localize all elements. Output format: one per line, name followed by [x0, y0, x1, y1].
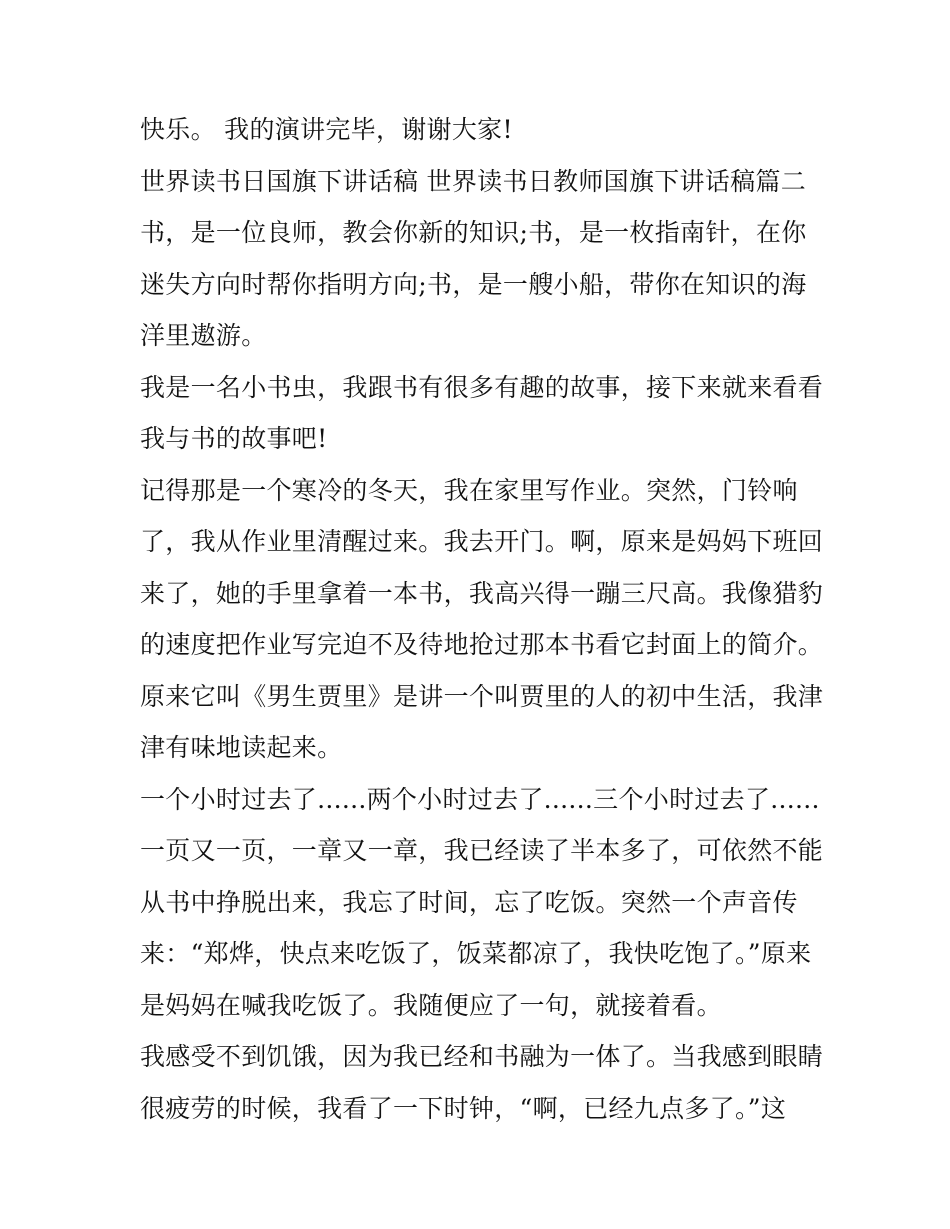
text-line: 一个小时过去了......两个小时过去了......三个小时过去了......: [140, 784, 820, 814]
text-line: 来：“郑烨，快点来吃饭了，饭菜都凉了，我快吃饱了。”原来: [140, 939, 812, 968]
text-line: 从书中挣脱出来，我忘了时间，忘了吃饭。突然一个声音传: [140, 887, 798, 917]
text-line: 洋里遨游。: [140, 321, 267, 350]
text-line: 的速度把作业写完迫不及待地抢过那本书看它封面上的简介。: [140, 630, 824, 659]
text-line: 津有味地读起来。: [140, 733, 343, 762]
document-body: [140, 104, 824, 1134]
text-line: 记得那是一个寒冷的冬天，我在家里写作业。突然，门铃响: [140, 475, 798, 505]
text-line: 快乐。 我的演讲完毕，谢谢大家!: [140, 115, 513, 144]
text-line: 世界读书日国旗下讲话稿 世界读书日教师国旗下讲话稿篇二: [140, 166, 807, 196]
text-line: 我与书的故事吧!: [140, 424, 328, 453]
text-line: 我是一名小书虫，我跟书有很多有趣的故事，接下来就来看看: [140, 372, 824, 402]
text-line: 原来它叫《男生贾里》是讲一个叫贾里的人的初中生活，我津: [140, 681, 824, 711]
text-line: 书，是一位良师，教会你新的知识;书，是一枚指南针，在你: [140, 218, 807, 247]
text-line: 一页又一页，一章又一章，我已经读了半本多了，可依然不能: [140, 836, 824, 865]
text-line: 很疲劳的时候，我看了一下时钟，“啊，已经九点多了。”这: [140, 1093, 787, 1123]
text-line: 我感受不到饥饿，因为我已经和书融为一体了。当我感到眼睛: [140, 1042, 824, 1071]
text-line: 来了，她的手里拿着一本书，我高兴得一蹦三尺高。我像猎豹: [140, 578, 824, 608]
text-line: 了，我从作业里清醒过来。我去开门。啊，原来是妈妈下班回: [140, 527, 824, 556]
text-line: 迷失方向时帮你指明方向;书，是一艘小船，带你在知识的海: [140, 269, 807, 299]
text-line: 是妈妈在喊我吃饭了。我随便应了一句，就接着看。: [140, 990, 722, 1020]
